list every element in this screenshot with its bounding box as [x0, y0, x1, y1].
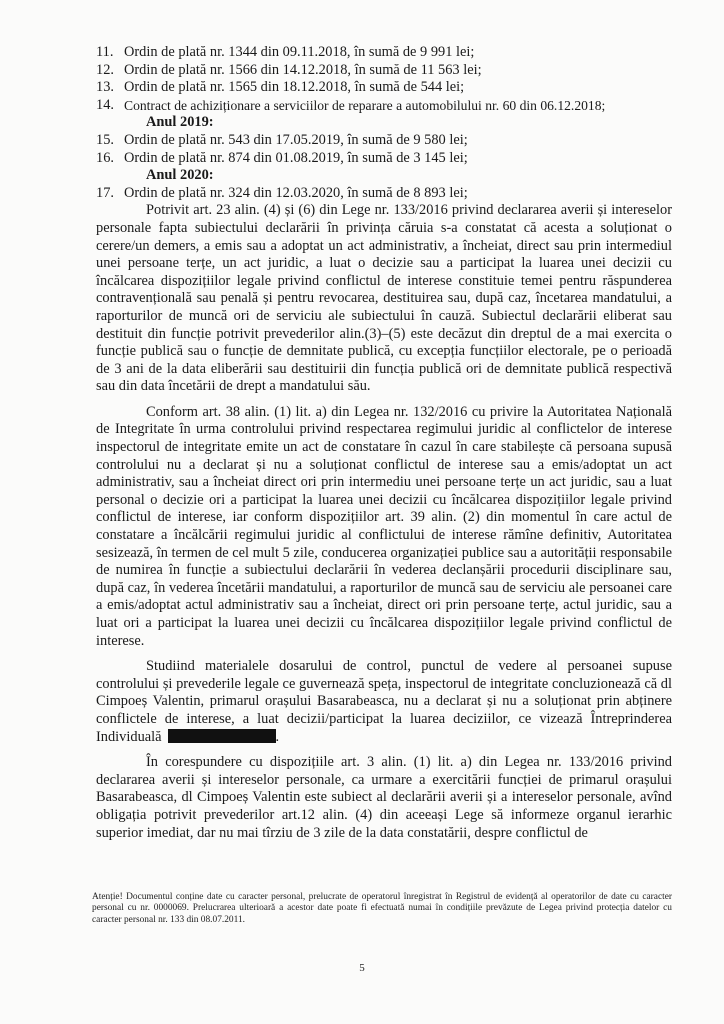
list-item-text: Ordin de plată nr. 324 din 12.03.2020, în sumă de 8 893 lei; [124, 184, 468, 201]
list-item [96, 150, 672, 168]
list-item [96, 185, 672, 203]
list-item-text: Ordin de plată nr. 543 din 17.05.2019, în sumă de 9 580 lei; [124, 131, 468, 148]
list-item-text: Contract de achiziționare a serviciilor de reparare a automobilului nr. 60 din 06.12.2018; [124, 97, 606, 113]
paragraph-legal-consequences: Potrivit art. 23 alin. (4) și (6) din Lege nr. 133/2016 privind declararea averii și intereselor personale fapta subiectului declarării în privința căruia s-a constatat că acesta a soluționat o cerere/un demers, a emis sau a adoptat un act administrativ, a încheiat, direct sau prin intermediul unei persoane terțe, un act juridic, a luat o decizie sau a participat la luarea unei decizii cu încălcarea dispozițiilor legale privind conflictul de interese constituie temei pentru răspunderea contravențională sau penală și pentru revocarea, destituirea sau, după caz, încetarea mandatului, a raporturilor de muncă ori de serviciu ale subiectului în cauză. Subiectul declarării eliberat sau destituit din funcție potrivit prevederilor alin.(3)–(5) este decăzut din dreptul de a mai exercita o funcție publică sau o funcție de demnitate publică, cu excepția funcțiilor electorale, pe o perioadă de 3 ani de la data eliberării sau destituirii din funcția publică ori de demnitate publică respectivă sau din data încetării de drept a mandatului său. [96, 202, 672, 395]
conclusion-text: Studiind materialele dosarului de control, punctul de vedere al persoanei supuse controlului și prevederile legale ce guvernează speța, inspectorul de integritate concluzionează că dl Cimpoeș Valentin, primarul orașului Basarabeasca, nu a declarat și nu a soluționat prin abținere conflictele de interese, a luat decizii/participat la luarea deciziilor, ce vizează Întreprinderea Individuală [96, 658, 672, 745]
list-item-text: Ordin de plată nr. 1566 din 14.12.2018, în sumă de 11 563 lei; [124, 61, 482, 78]
list-2018 [96, 44, 672, 114]
list-item-number: 13. [96, 79, 114, 96]
list-item-number: 11. [96, 44, 114, 60]
list-2019 [96, 132, 672, 167]
page-number: 5 [359, 962, 365, 974]
paragraph-control-procedure: Conform art. 38 alin. (1) lit. a) din Legea nr. 132/2016 cu privire la Autoritatea Națională de Integritate în urma controlului privind respectarea regimului juridic al conflictelor de interese inspectorul de integritate emite un act de constatare în cazul în care stabilește că persoana supusă controlului nu a declarat și nu a soluționat conflictul de interese sau a emis/adoptat un act administrativ, sau a încheiat direct ori prin intermediu unei persoane terțe un act juridic, sau a luat personal o decizie ori a participat la luarea unei decizii cu încălcarea dispozițiilor legale privind conflictul de interese, iar conform dispozițiilor art. 39 alin. (2) din momentul în care actul de constatare a încălcării regimului juridic al conflictului de interese rămîne definitiv, Autoritatea sesizează, în termen de cel mult 5 zile, conducerea organizației publice sau a autorității responsabile de numirea în funcție a subiectului declarării în vederea declanșării procedurii disciplinare sau, după caz, în vederea încetării mandatului, a raporturilor de muncă sau de serviciu ale persoanei care a emis/adoptat actul administrativ sau a încheiat, direct ori prin persoane terțe, actul juridic, sau a luat ori a participat la luarea unei decizii cu încălcarea dispozițiilor legale privind conflictul de interese. [96, 403, 672, 649]
list-item-number: 15. [96, 131, 114, 148]
list-item-text: Ordin de plată nr. 874 din 01.08.2019, în sumă de 3 145 lei; [124, 149, 468, 166]
list-item-text: Ordin de plată nr. 1565 din 18.12.2018, în sumă de 544 lei; [124, 79, 465, 96]
document-body [96, 44, 672, 842]
list-item [96, 97, 672, 115]
list-item-number: 16. [96, 149, 114, 166]
year-heading-2019: Anul 2019: [146, 114, 214, 131]
year-heading-2020: Anul 2020: [146, 167, 214, 184]
conclusion-end: . [275, 728, 280, 745]
paragraph-conclusion [96, 658, 672, 746]
list-2020 [96, 185, 672, 203]
list-item-number: 12. [96, 61, 114, 78]
list-item [96, 62, 672, 80]
list-item [96, 79, 672, 97]
list-item-number: 17. [96, 184, 114, 201]
list-item-text: Ordin de plată nr. 1344 din 09.11.2018, în sumă de 9 991 lei; [124, 44, 475, 60]
personal-data-notice: Atenție! Documentul conține date cu caracter personal, prelucrate de operatorul înregistrat în Registrul de evidență al operatorilor de date cu caracter personal cu nr. 0000069. Prelucrarea ulterioară a acestor date poate fi efectuată numai în condițiile prevăzute de Legea privind protecția datelor cu caracter personal nr. 133 din 08.07.2011. [92, 892, 672, 925]
redacted-block [168, 729, 276, 743]
list-item [96, 132, 672, 150]
paragraph-obligations: În corespundere cu dispozițiile art. 3 alin. (1) lit. a) din Legea nr. 133/2016 privind declararea averii și intereselor personale, ca urmare a exercitării funcției de primarul orașului Basarabeasca, dl Cimpoeș Valentin este subiect al declarării averii și a intereselor personale, avînd obligația potrivit prevederilor art.12 alin. (4) din aceeași Lege să informeze organul ierarhic superior imediat, dar nu mai tîrziu de 3 zile de la data constatării, despre conflictul de [96, 754, 672, 841]
list-item [96, 44, 672, 62]
list-item-number: 14. [96, 96, 114, 113]
